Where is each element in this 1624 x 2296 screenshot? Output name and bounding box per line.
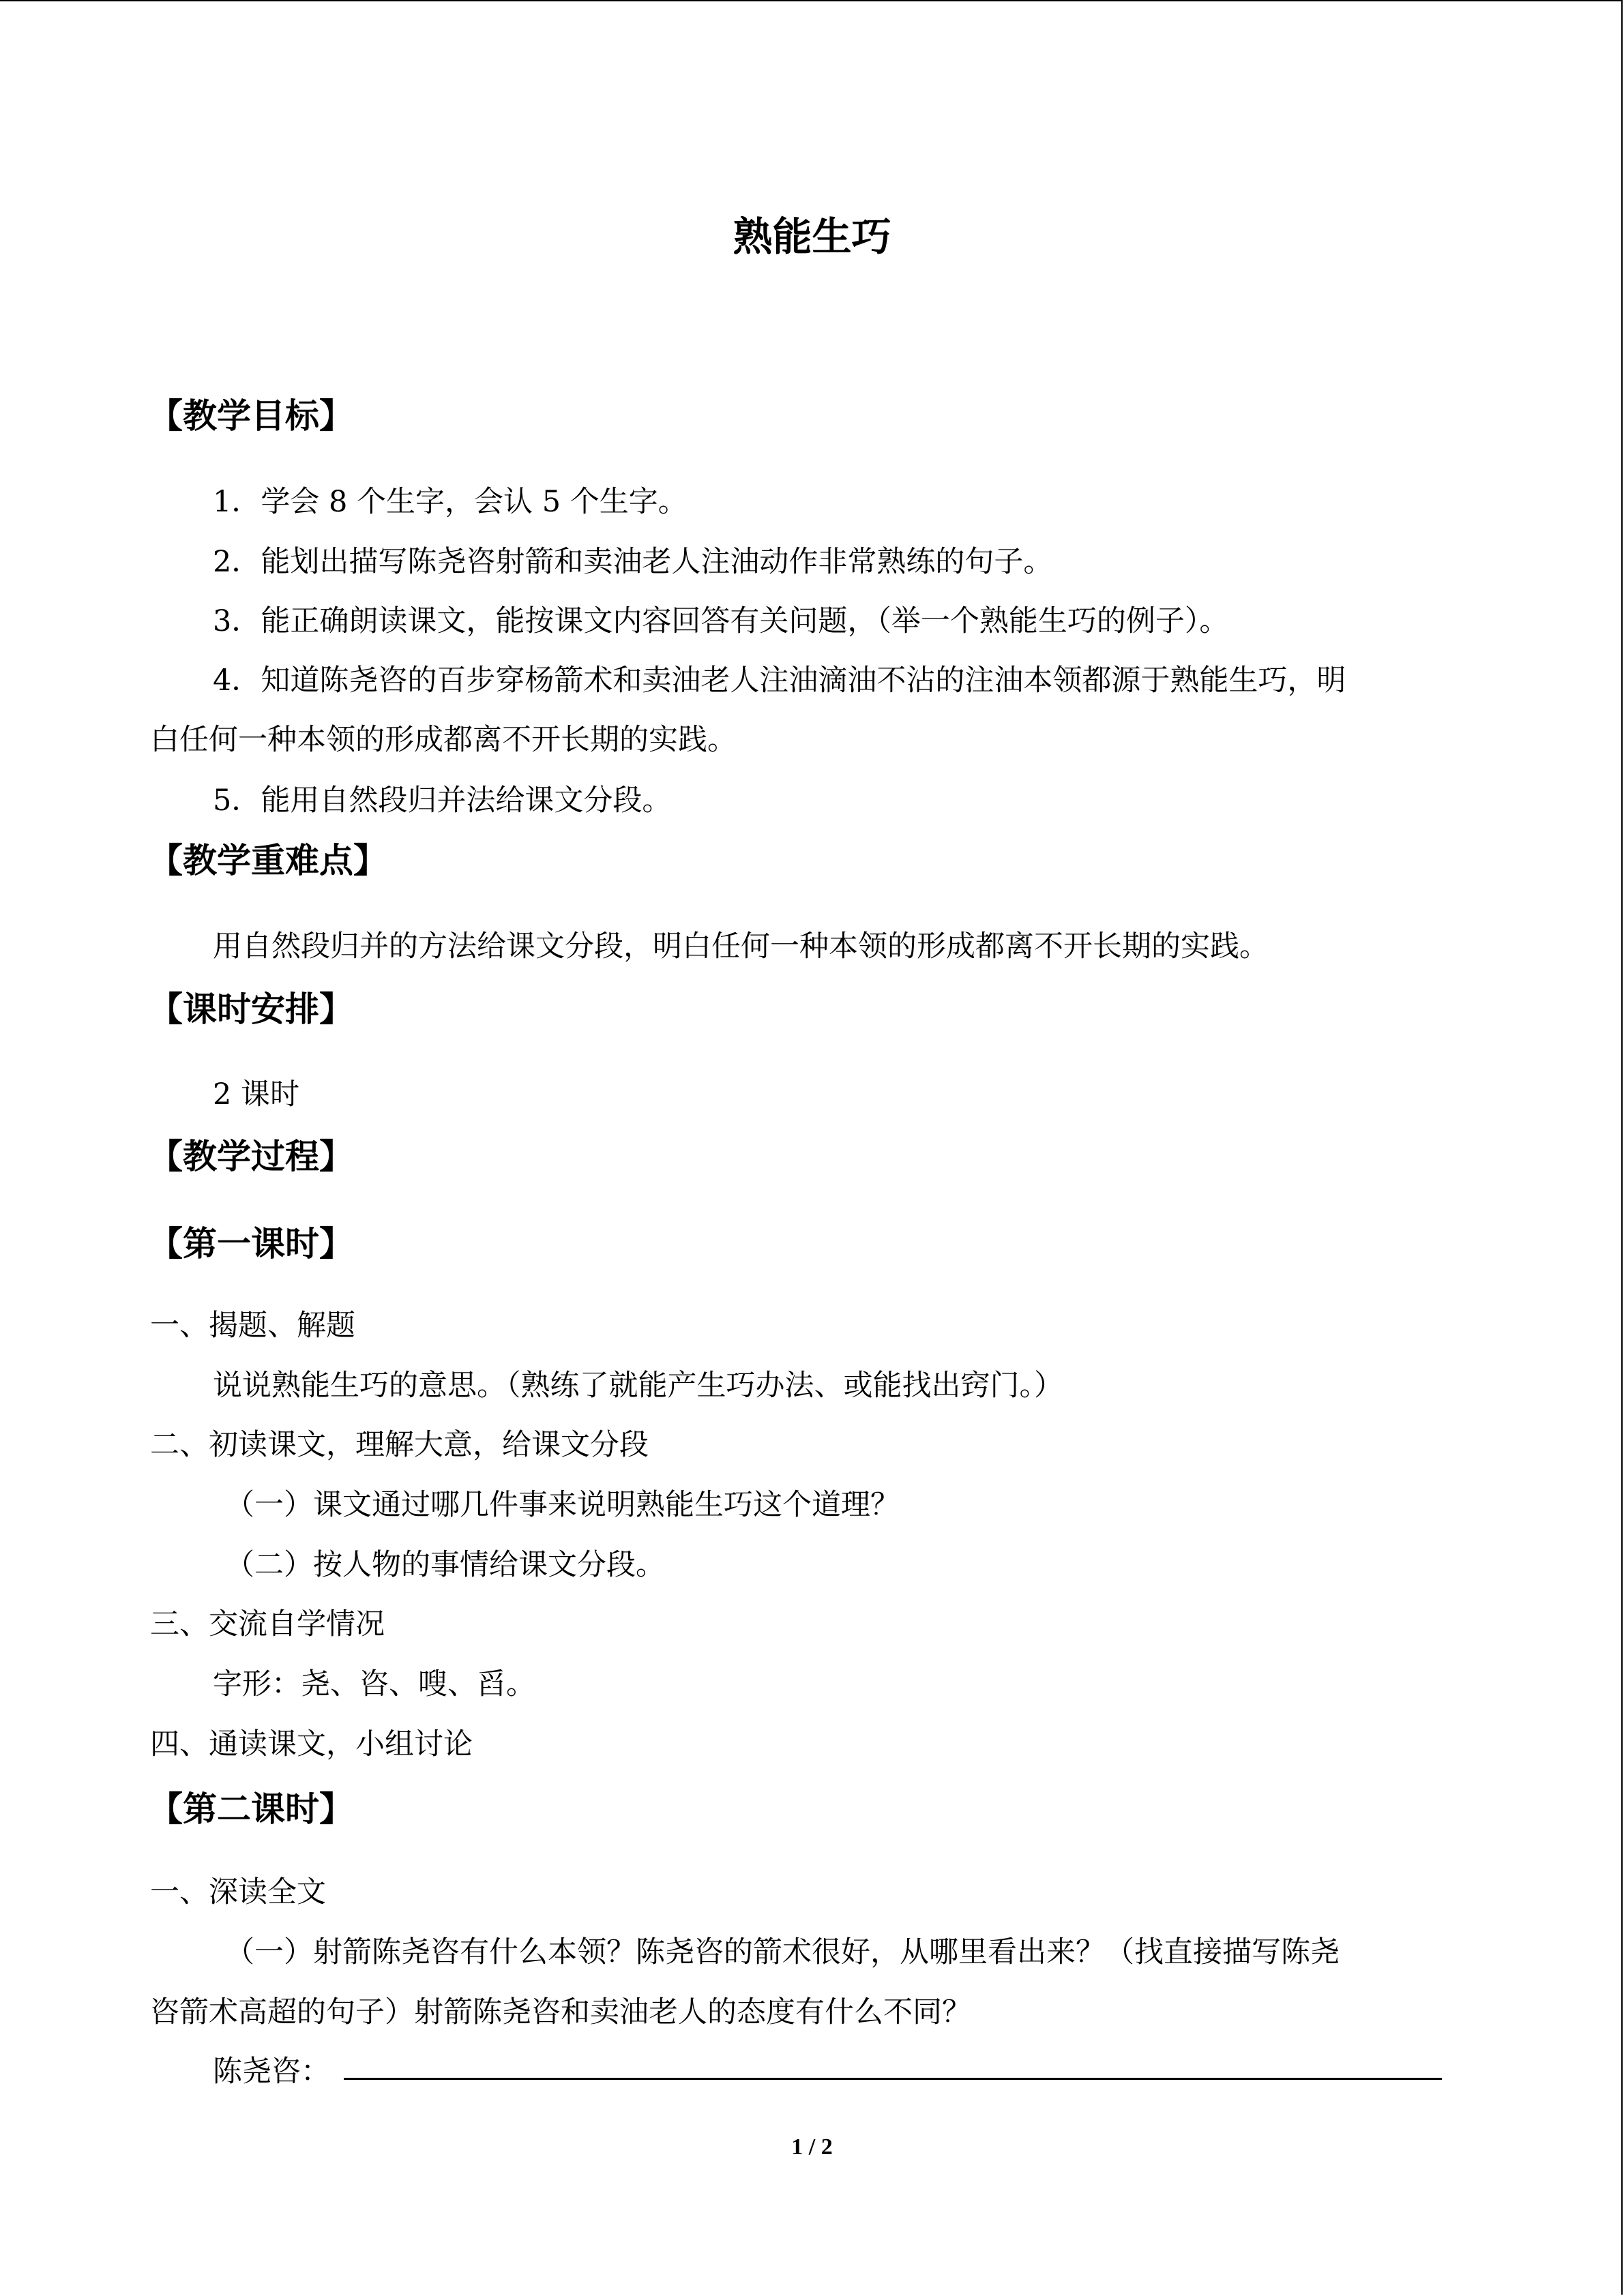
heading-teaching-goals: 【教学目标】 xyxy=(149,396,353,436)
heading-lesson-1: 【第一课时】 xyxy=(149,1224,353,1264)
lesson1-step-1-detail: 说说熟能生巧的意思。（熟练了就能产生巧办法、或能找出窍门。） xyxy=(213,1369,1063,1403)
goal-item-2: 2．能划出描写陈尧咨射箭和卖油老人注油动作非常熟练的句子。 xyxy=(213,545,1053,579)
lesson1-step-2-sub-2: （二）按人物的事情给课文分段。 xyxy=(225,1548,665,1582)
lesson2-step-1-sub-1: （一）射箭陈尧咨有什么本领？陈尧咨的箭术很好，从哪里看出来？（找直接描写陈尧 xyxy=(225,1935,1340,1969)
schedule-text: 2 课时 xyxy=(213,1077,300,1112)
chen-yaozi-label: 陈尧咨： xyxy=(213,2055,330,2089)
heading-schedule: 【课时安排】 xyxy=(149,989,353,1029)
goal-item-5: 5．能用自然段归并法给课文分段。 xyxy=(213,784,672,818)
lesson2-step-1-sub-1-continued: 咨箭术高超的句子）射箭陈尧咨和卖油老人的态度有什么不同？ xyxy=(150,1995,971,2029)
fill-in-blank-line xyxy=(344,2078,1442,2080)
lesson1-step-3-detail: 字形：尧、咨、嗖、舀。 xyxy=(213,1667,535,1701)
lesson1-step-4: 四、通读课文，小组讨论 xyxy=(150,1727,473,1761)
heading-teaching-process: 【教学过程】 xyxy=(149,1137,353,1176)
goal-item-4-continued: 白任何一种本领的形成都离不开长期的实践。 xyxy=(150,723,737,757)
goal-item-1: 1．学会 8 个生字，会认 5 个生字。 xyxy=(213,485,688,519)
heading-key-points: 【教学重难点】 xyxy=(149,841,387,880)
key-points-text: 用自然段归并的方法给课文分段，明白任何一种本领的形成都离不开长期的实践。 xyxy=(213,929,1269,964)
lesson1-step-2-sub-1: （一）课文通过哪几件事来说明熟能生巧这个道理？ xyxy=(225,1488,900,1522)
document-title: 熟能生巧 xyxy=(733,213,891,260)
heading-lesson-2: 【第二课时】 xyxy=(149,1789,353,1829)
page-number: 1 / 2 xyxy=(791,2134,833,2160)
lesson2-step-1: 一、深读全文 xyxy=(150,1875,326,1909)
goal-item-4: 4．知道陈尧咨的百步穿杨箭术和卖油老人注油滴油不沾的注油本领都源于熟能生巧，明 xyxy=(213,664,1346,698)
lesson1-step-1: 一、揭题、解题 xyxy=(150,1309,355,1343)
goal-item-3: 3．能正确朗读课文，能按课文内容回答有关问题，（举一个熟能生巧的例子）。 xyxy=(213,604,1229,638)
lesson1-step-2: 二、初读课文，理解大意，给课文分段 xyxy=(150,1428,649,1462)
lesson1-step-3: 三、交流自学情况 xyxy=(150,1607,385,1641)
